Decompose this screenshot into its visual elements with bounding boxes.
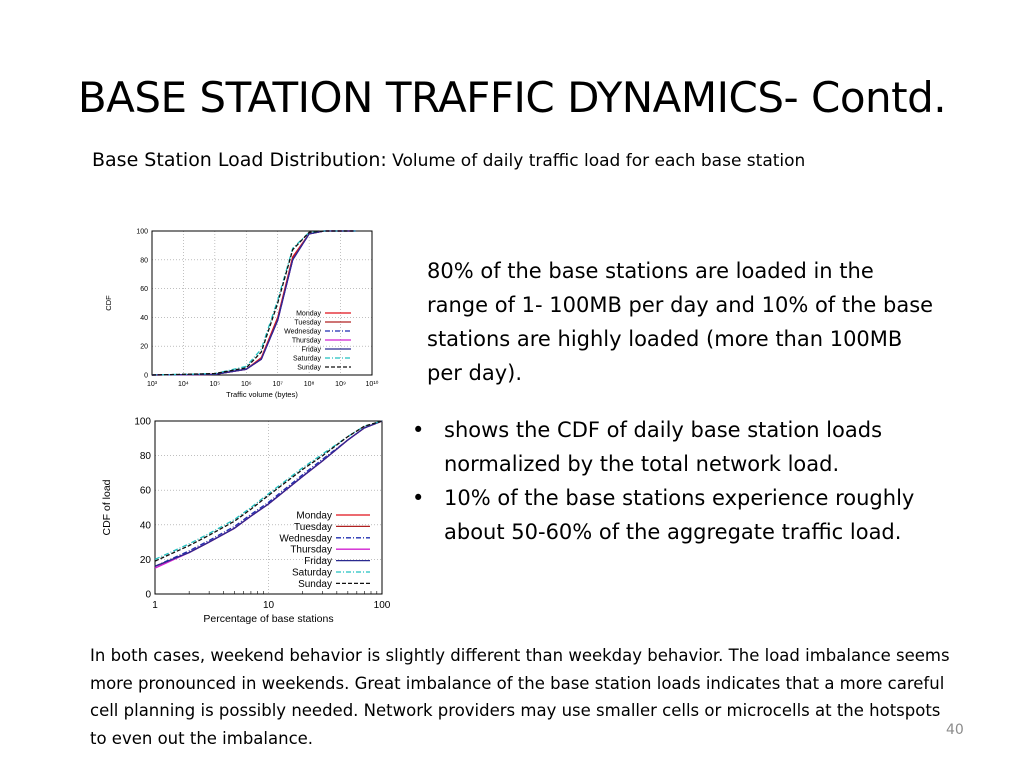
series-line-wednesday	[152, 231, 356, 375]
y-axis-label: CDF	[104, 295, 113, 311]
legend-label: Saturday	[291, 567, 332, 579]
bullet-text: shows the CDF of daily base station loads normalized by the total network load.	[444, 418, 883, 476]
x-tick-label: 10⁸	[303, 381, 315, 388]
bullet-list	[412, 413, 952, 549]
x-axis-label: Traffic volume (bytes)	[226, 390, 298, 399]
legend-label: Saturday	[292, 355, 321, 363]
slide-title: BASE STATION TRAFFIC DYNAMICS- Contd.	[77, 73, 947, 122]
series-line-monday	[152, 231, 356, 375]
y-tick-label: 60	[140, 286, 148, 294]
x-axis-label: Percentage of base stations	[203, 613, 334, 625]
x-tick-label: 10⁵	[209, 381, 221, 388]
bullet-text: 10% of the base stations experience roughly about 50-60% of the aggregate traffic load.	[444, 486, 915, 544]
y-tick-label: 20	[139, 554, 151, 566]
y-tick-label: 0	[144, 372, 148, 380]
y-tick-label: 0	[145, 589, 151, 601]
legend-label: Thursday	[290, 544, 332, 556]
plot-frame	[152, 231, 372, 375]
traffic-volume-cdf-chart	[100, 222, 390, 406]
series-line-friday	[152, 231, 356, 375]
y-tick-label: 100	[136, 228, 148, 236]
x-tick-label: 10	[262, 600, 275, 611]
x-tick-label: 10¹⁰	[365, 381, 379, 388]
bullet-item	[412, 481, 952, 549]
legend-label: Wednesday	[284, 328, 321, 336]
legend-label: Friday	[304, 556, 332, 568]
page-number: 40	[946, 722, 964, 738]
x-tick-label: 10⁶	[240, 381, 252, 388]
x-tick-label: 10⁴	[178, 381, 189, 388]
x-tick-label: 1	[152, 600, 158, 611]
series-line-saturday	[152, 231, 356, 375]
legend-label: Monday	[296, 510, 332, 522]
x-tick-label: 100	[373, 600, 391, 611]
x-tick-label: 10³	[146, 381, 158, 388]
y-tick-label: 80	[139, 451, 151, 463]
legend-label: Tuesday	[294, 521, 332, 533]
legend-label: Sunday	[297, 364, 321, 372]
slide-subtitle	[92, 145, 852, 177]
y-axis-label: CDF of load	[101, 479, 113, 536]
conclusion-paragraph: In both cases, weekend behavior is slightly different than weekday behavior. The load imbalance seems more pronounced in weekends. Great imbalance of the base station loads indicates that a more careful cell planning is possibly needed. Network providers may use smaller cells or microcells at the hotspots to even out the imbalance.	[90, 646, 950, 748]
x-tick-label: 10⁹	[335, 381, 346, 388]
legend-label: Tuesday	[294, 319, 321, 327]
load-share-cdf-chart	[100, 410, 400, 632]
series-line-sunday	[152, 231, 356, 375]
legend-label: Thursday	[291, 337, 321, 345]
legend-label: Wednesday	[279, 533, 332, 545]
y-tick-label: 40	[139, 520, 151, 532]
legend-label: Sunday	[298, 578, 332, 590]
legend-label: Monday	[296, 310, 321, 318]
y-tick-label: 40	[140, 314, 148, 322]
y-tick-label: 20	[140, 343, 148, 351]
subtitle-rest: Volume of daily traffic load for each base station	[386, 151, 806, 171]
bullet-dot-icon: •	[412, 418, 425, 442]
x-tick-label: 10⁷	[272, 381, 283, 388]
chart-legend	[284, 310, 351, 371]
y-tick-label: 80	[140, 257, 148, 265]
summary-paragraph: 80% of the base stations are loaded in the range of 1- 100MB per day and 10% of the base stations are highly loaded (more than 100MB per day).	[427, 259, 934, 385]
series-line-tuesday	[152, 231, 356, 375]
y-tick-label: 100	[134, 416, 151, 428]
legend-label: Friday	[301, 346, 321, 354]
chart-legend	[279, 511, 370, 590]
series-line-thursday	[152, 231, 356, 375]
bullet-dot-icon: •	[412, 486, 425, 510]
y-tick-label: 60	[139, 485, 151, 497]
subtitle-lead: Base Station Load Distribution:	[92, 149, 387, 171]
bullet-item	[412, 413, 952, 481]
